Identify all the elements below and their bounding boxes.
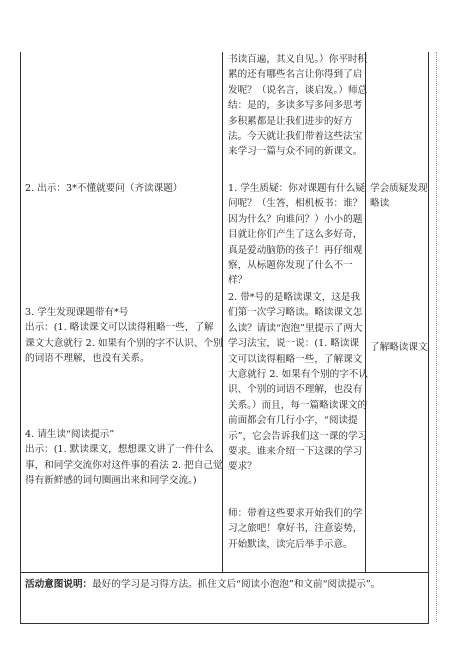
table-border-left <box>20 52 21 624</box>
step-3-text: 3. 学生发现课题带有*号 出示：(1. 略读课文可以读得粗略一些，了解课文大意就行 2. 如果有个别的字不认识、个别的词语不理解，也没有关系。 <box>25 307 223 365</box>
activity-paragraph-2: 1. 学生质疑：你对课题有什么疑问呢？（生答，相机板书：谁？因为什么？向谁问？）小小的题目就让你们产生了这么多好奇，真是爱动脑筋的孩子！再仔细观察，从标题你发现了什么不一样？ <box>228 183 365 287</box>
activity-paragraph-4: 师：带着这些要求开始我们的学习之旅吧！拿好书，注意姿势，开始默读，读完后举手示意。 <box>228 508 363 550</box>
step-4-text: 4. 请生读“阅读提示” 出示：(1. 默读课文，想想课文讲了一件什么事，和同学交流你对这件事的看法 2. 把自己觉得有新鲜感的词句圈画出来和同学交流。) <box>25 429 223 487</box>
step-2-text: 2. 出示：3*不懂就要问（齐读课题） <box>25 183 183 194</box>
intent-3-text: 了解略读课文 <box>370 342 428 353</box>
table-border-right <box>428 52 429 624</box>
activity-paragraph-3: 2. 带*号的是略读课文，这是我们第一次学习略读。略读课文怎么读？请读“泡泡”里提示了两大学习法宝，说一说：(1. 略读课文可以读得粗略一些，了解课文大意就行 2. 如果有个别的字不认识、个别的词语不理解，也没有关系。）而且，每一篇略读课文的前面都会有几行小字，“阅读提示”，它会告诉我们这一课的学习要求。谁来介绍一下这课的学习要求？ <box>228 292 368 473</box>
intent-2-text: 学会质疑发现略读 <box>370 183 428 210</box>
table-border-bottom <box>20 623 429 624</box>
activity-intent-note <box>25 578 380 592</box>
margin-dotted-line <box>436 52 437 622</box>
activity-intent-label: 活动意图说明： <box>25 579 93 590</box>
activity-paragraph-1: 书读百遍，其义自见。）你平时积累的还有哪些名言让你得到了启发呢？（说名言，谈启发。）师总结：是的，多读多写多问多思考多积累都是让我们进步的好方法。今天就让我们带着这些法宝来学习一篇与众不同的新课文。 <box>228 54 368 158</box>
activity-intent-text: 最好的学习是习得方法。抓住文后“阅读小泡泡”和文前“阅读提示”。 <box>92 579 381 590</box>
table-row-divider <box>20 572 429 573</box>
